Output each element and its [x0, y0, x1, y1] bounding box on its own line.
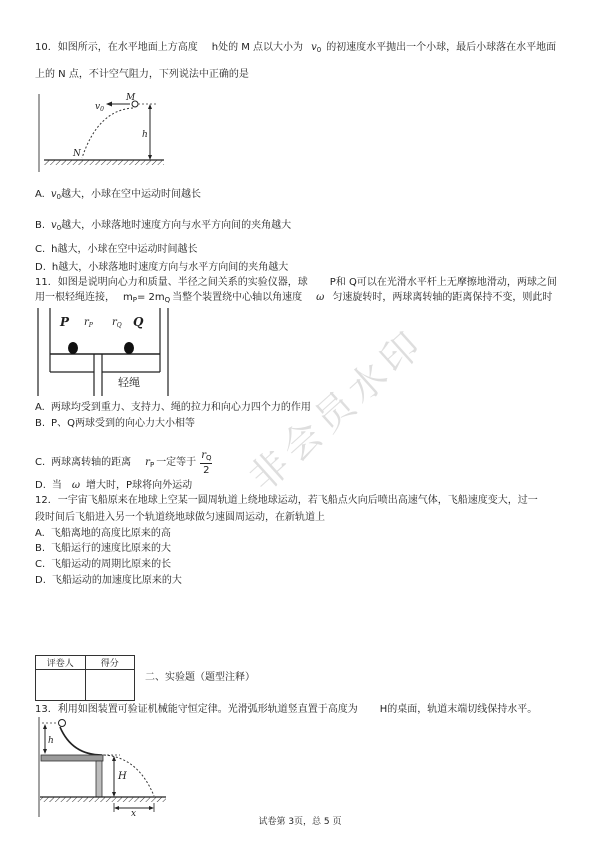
q10-stem-line1: [35, 42, 556, 54]
option-label: B.: [35, 220, 46, 231]
symbol-m: m: [123, 292, 133, 303]
height-arrow-H: [112, 756, 116, 797]
option-label: B.: [35, 543, 46, 554]
q10-stem-text: 的初速度水平抛出一个小球，最后小球落在水平地面: [326, 42, 557, 53]
option-label: A.: [35, 189, 45, 200]
symbol-m: = 2m: [136, 292, 165, 303]
q11-stem-text: 匀速旋转时，两球离转轴的距离保持不变，则此时: [332, 292, 553, 303]
label-v-sub: 0: [100, 106, 104, 113]
subscript: 0: [56, 224, 62, 232]
option-text: h越大，小球在空中运动时间越长: [51, 244, 198, 255]
q12-stem-text: 段时间后飞船进入另一个轨道绕地球做匀速圆周运动，在新轨道上: [35, 512, 325, 523]
option-text: 飞船运行的速度比原来的大: [51, 543, 172, 554]
section-title-text: 二、实验题（题型注释）: [145, 672, 255, 683]
q10-stem-line2: [35, 69, 249, 81]
symbol-r: r: [201, 450, 206, 461]
label-h: h: [48, 736, 54, 746]
option-text: 飞船离地的高度比原来的高: [50, 528, 171, 539]
ball: [59, 720, 66, 727]
label-r-sub: Q: [116, 322, 122, 329]
q13-figure: [38, 717, 168, 817]
q12-option-b: [35, 543, 171, 555]
symbol-r: r: [145, 457, 150, 468]
option-label: C.: [35, 457, 46, 468]
option-label: B.: [35, 418, 46, 429]
label-N: N: [73, 149, 81, 159]
table-leg: [96, 761, 102, 797]
subscript: Q: [164, 296, 171, 304]
q13-stem-line: [35, 704, 537, 716]
q12-option-d: [35, 575, 182, 587]
option-text: 飞船运动的加速度比原来的大: [51, 575, 182, 586]
option-text: 越大，小球在空中运动时间越长: [60, 189, 201, 200]
subscript: 0: [316, 46, 322, 54]
q11-stem-text: 11．如图是说明向心力和质量、半径之间关系的实验仪器，球: [35, 277, 308, 288]
q11-stem-text: P和 Q可以在光滑水平杆上无摩擦地滑动，两球之间: [329, 277, 557, 288]
option-text: 一定等于: [156, 457, 197, 468]
q12-stem-line1: [35, 495, 538, 507]
q13-stem-text: 13．利用如图装置可验证机械能守恒定律。光滑弧形轨道竖直置于高度为: [35, 704, 358, 715]
option-label: D.: [35, 262, 46, 273]
table-top: [41, 755, 103, 761]
subscript: 0: [56, 193, 61, 201]
label-Q: Q: [133, 315, 144, 329]
q12-option-a: [35, 528, 171, 540]
option-text: 当: [51, 480, 62, 491]
label-rQ: [112, 317, 122, 329]
option-label: A.: [35, 528, 45, 539]
ball-Q: [124, 342, 134, 354]
option-label: C.: [35, 244, 46, 255]
height-arrow: [148, 104, 152, 160]
q12-stem-text: 12．一宇宙飞船原来在地球上空某一圆周轨道上绕地球运动，若飞船点火向后喷出高速气体，飞船速度变大，过一: [35, 495, 538, 506]
label-h: h: [142, 130, 148, 140]
grader-header: 评卷人: [36, 656, 86, 670]
option-text: P、Q两球受到的向心力大小相等: [51, 418, 195, 429]
q11-stem-text: 当整个装置绕中心轴以角速度: [172, 292, 303, 303]
symbol-v: v: [51, 220, 57, 231]
curved-track: [60, 727, 102, 755]
q11-option-d: [35, 480, 192, 492]
grader-cell: [36, 670, 86, 701]
q11-stem-text: 用一根轻绳连接，: [35, 292, 115, 303]
fraction: [200, 450, 212, 476]
q10-option-d: [35, 262, 288, 274]
q11-option-a: [35, 402, 311, 414]
fraction-numerator: [200, 450, 212, 464]
label-v0: [95, 102, 104, 113]
trajectory-curve: [82, 108, 133, 158]
section-title: [145, 672, 255, 684]
option-label: A.: [35, 402, 45, 413]
label-rope: 轻绳: [118, 376, 140, 389]
watermark: 非会员水印: [240, 320, 434, 500]
label-x: x: [131, 809, 137, 819]
label-v: v: [95, 102, 101, 112]
symbol-omega: ω: [316, 292, 325, 303]
ball-P: [68, 342, 78, 354]
option-text: 增大时，P球将向外运动: [86, 480, 193, 491]
label-rP: [84, 317, 94, 329]
rotation-shaft: [94, 354, 102, 396]
option-label: C.: [35, 559, 46, 570]
q10-stem-text: 上的 N 点，不计空气阻力，下列说法中正确的是: [35, 69, 249, 80]
label-P: P: [60, 315, 70, 329]
q10-option-b: [35, 220, 291, 232]
height-arrow-h: [43, 724, 47, 754]
subscript: Q: [205, 454, 212, 462]
label-r: r: [84, 317, 89, 328]
score-cell: [85, 670, 135, 701]
symbol-v: v: [50, 189, 57, 200]
q12-option-c: [35, 559, 171, 571]
q10-stem-text: h处的 M 点以大小为: [211, 42, 304, 53]
label-H: H: [118, 771, 127, 782]
label-r-sub: P: [88, 322, 93, 329]
q13-stem-text: H的桌面，轨道末端切线保持水平。: [379, 704, 538, 715]
option-text: 两球离转轴的距离: [51, 457, 132, 468]
apparatus-frame: [38, 308, 168, 396]
ground-hatch: [44, 160, 164, 165]
ground-hatch: [40, 797, 166, 802]
subscript: P: [132, 296, 137, 304]
score-header: 得分: [85, 656, 135, 670]
label-M: M: [126, 93, 136, 103]
q12-stem-line2: [35, 512, 325, 524]
fraction-denominator: 2: [203, 465, 210, 476]
symbol-omega: ω: [71, 480, 81, 491]
symbol-v: v: [311, 42, 317, 53]
page-footer: 试卷第 3页，总 5 页: [258, 817, 342, 827]
trajectory-curve: [104, 755, 154, 796]
option-label: D.: [35, 575, 46, 586]
option-text: h越大，小球落地时速度方向与水平方向间的夹角越大: [51, 262, 289, 273]
option-text: 两球均受到重力、支持力、绳的拉力和向心力四个力的作用: [50, 402, 311, 413]
q11-figure: [36, 308, 170, 396]
option-text: 飞船运动的周期比原来的长: [51, 559, 172, 570]
q11-option-b: [35, 418, 195, 430]
q11-stem-line2: [35, 292, 552, 304]
label-r: r: [112, 317, 117, 328]
q10-option-a: [35, 189, 201, 201]
option-label: D.: [35, 480, 46, 491]
subscript: P: [149, 461, 155, 469]
grader-score-table: [35, 655, 135, 701]
q11-option-c: [35, 448, 212, 478]
q11-stem-line1: [35, 277, 557, 289]
q10-option-c: [35, 244, 198, 256]
q10-stem-text: 10．如图所示，在水平地面上方高度: [35, 42, 198, 53]
q10-figure: [38, 92, 173, 172]
option-text: 越大，小球落地时速度方向与水平方向间的夹角越大: [61, 220, 292, 231]
